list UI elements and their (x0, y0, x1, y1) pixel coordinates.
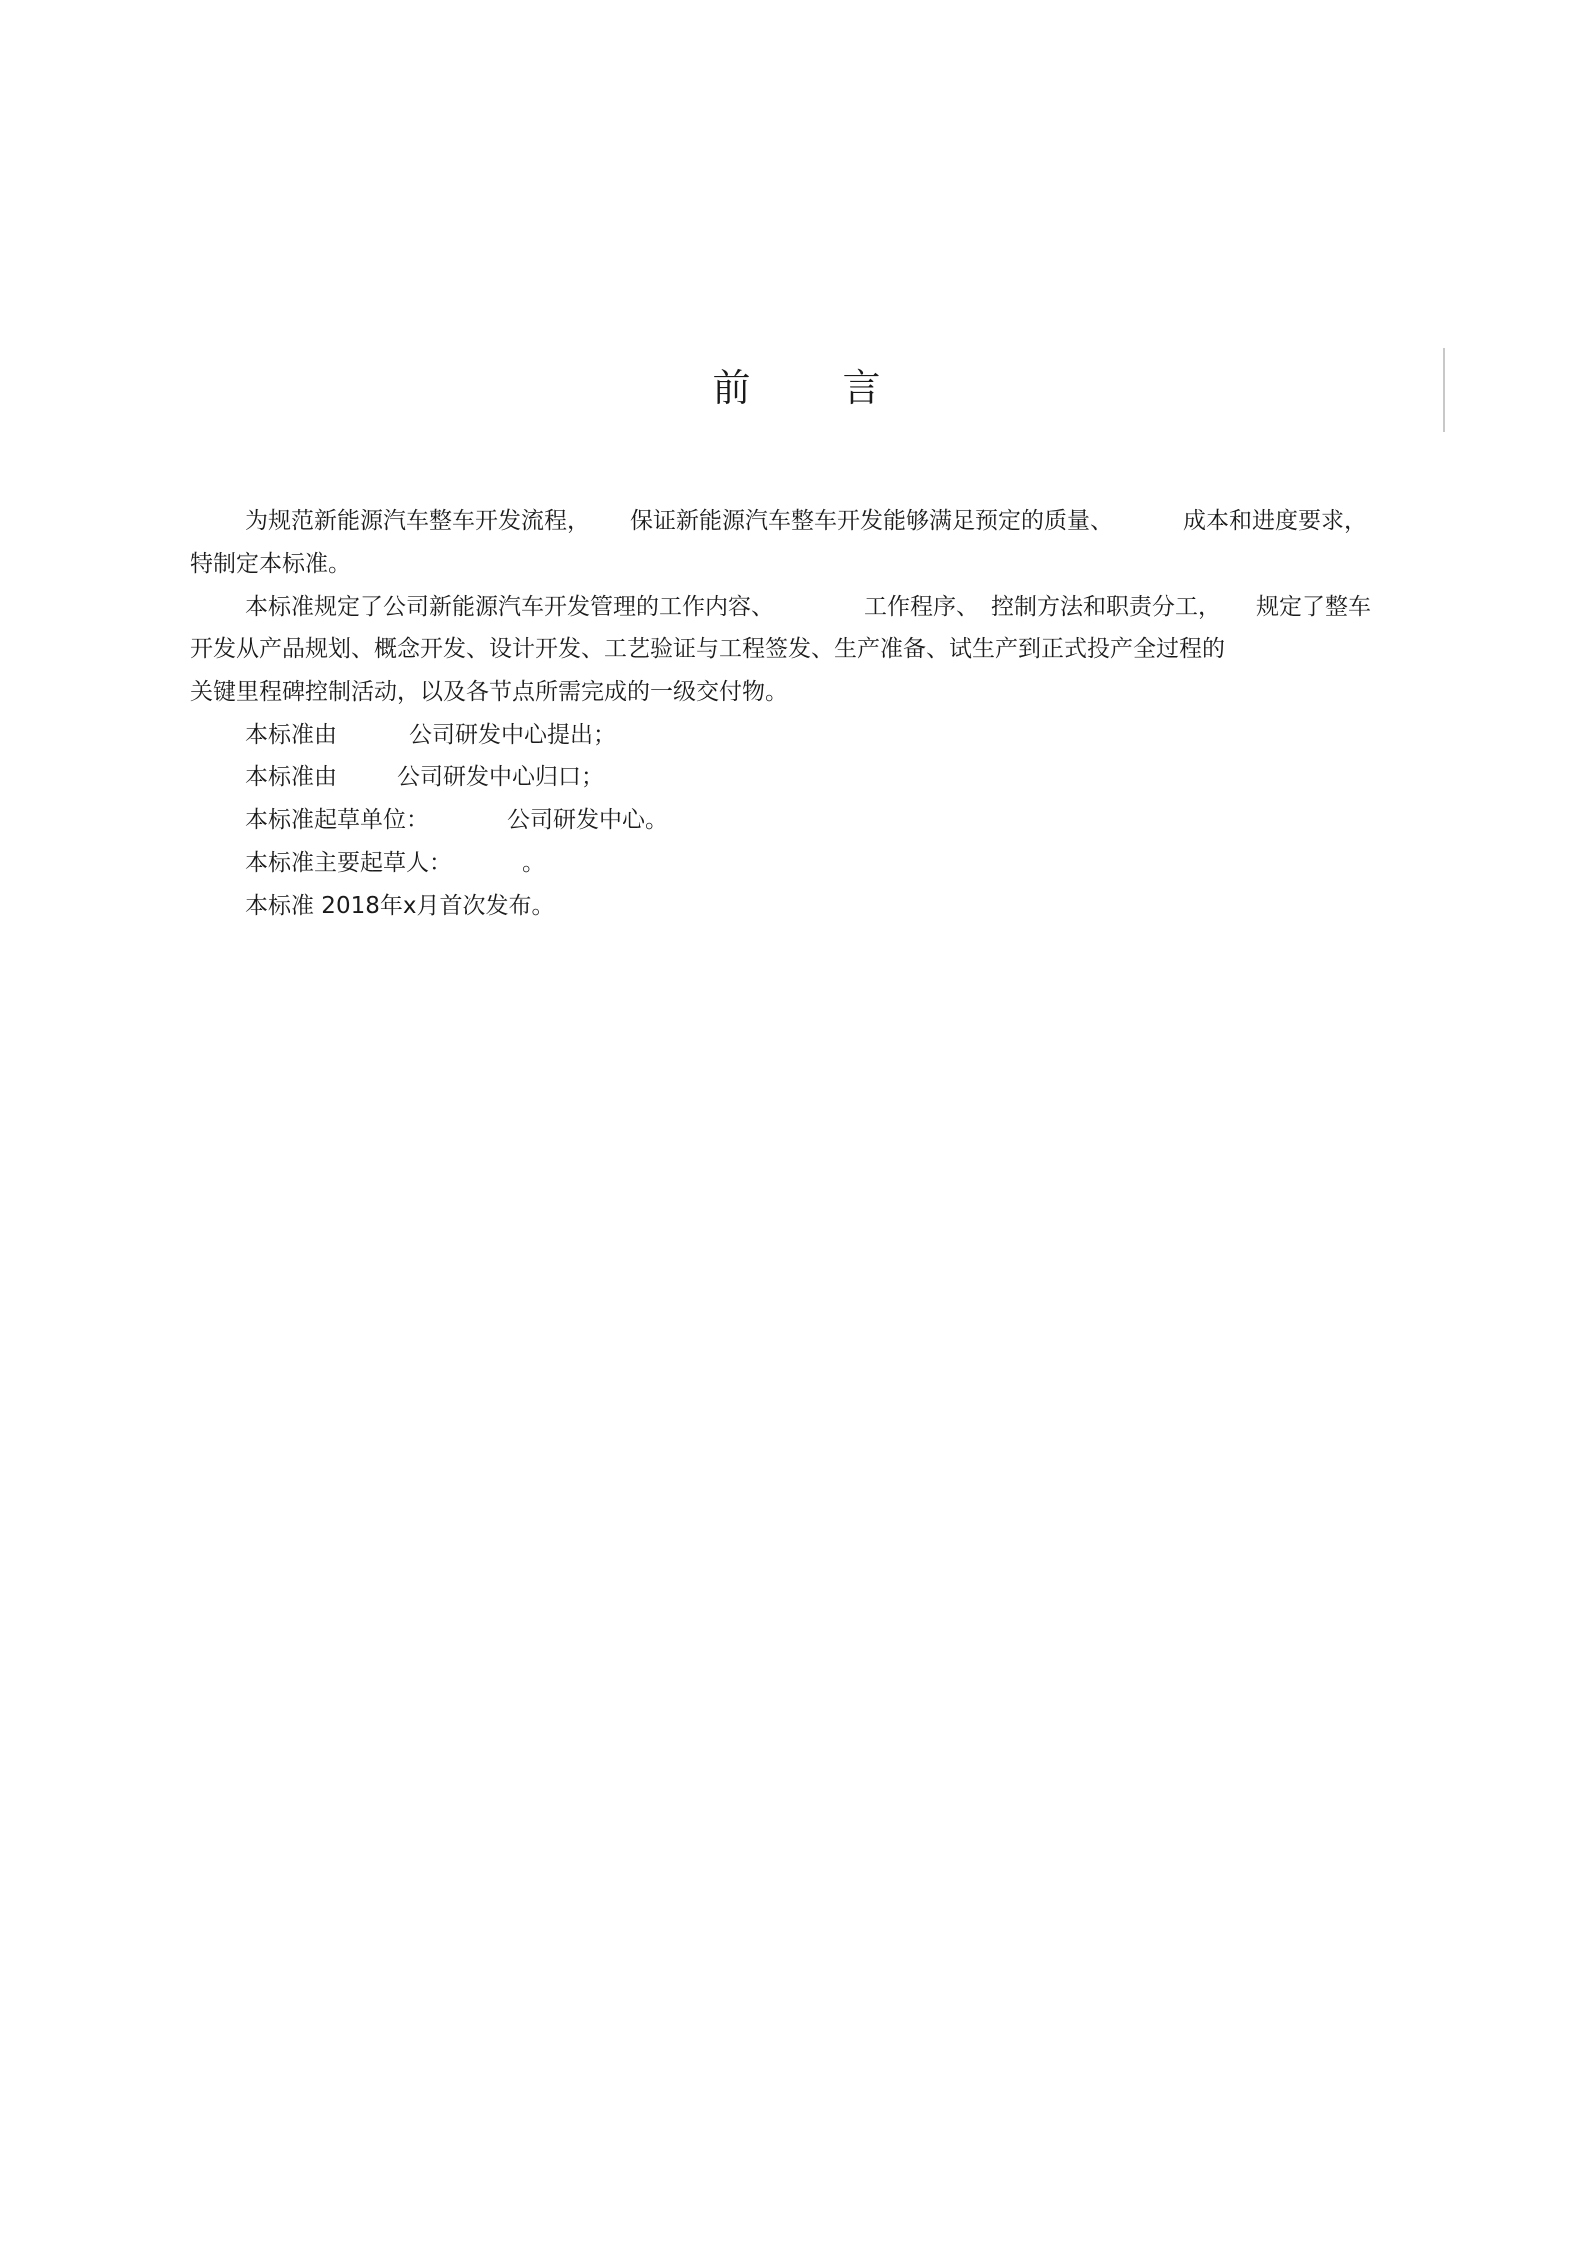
text-run: 本标准主要起草人： (245, 850, 452, 876)
page-title (0, 362, 1593, 414)
text-run: 规定了整车 (1256, 594, 1371, 620)
release-line: 本标准 2018年x月首次发布。 (245, 893, 555, 919)
paragraph-2-line-3: 关键里程碑控制活动，以及各节点所需完成的一级交付物。 (190, 679, 788, 705)
text-run: 本标准起草单位： (245, 807, 429, 833)
text-run: 公司研发中心。 (507, 807, 668, 833)
drafters-line (245, 848, 545, 878)
paragraph-2-line-1 (245, 592, 1371, 622)
paragraph-1-line-1 (245, 506, 1367, 536)
drafting-unit-line (245, 805, 668, 835)
text-run: 本标准由 (245, 764, 337, 790)
paragraph-1-line-2: 特制定本标准。 (190, 551, 351, 577)
title-char-1: 前 (712, 366, 751, 410)
text-run: 本标准规定了公司新能源汽车开发管理的工作内容、 (245, 594, 774, 620)
text-run: 公司研发中心归口； (397, 764, 604, 790)
managed-by-line (245, 762, 604, 792)
text-run: 工作程序、 (864, 594, 979, 620)
text-run: 本标准由 (245, 722, 337, 748)
proposed-by-line (245, 720, 616, 750)
text-run: 。 (522, 850, 545, 876)
text-run: 公司研发中心提出； (409, 722, 616, 748)
text-run: 保证新能源汽车整车开发能够满足预定的质量、 (630, 508, 1113, 534)
text-run: 控制方法和职责分工， (991, 594, 1221, 620)
text-run: 为规范新能源汽车整车开发流程， (245, 508, 590, 534)
paragraph-2-line-2: 开发从产品规划、概念开发、设计开发、工艺验证与工程签发、生产准备、试生产到正式投产全过程的 (190, 636, 1225, 662)
text-run: 成本和进度要求， (1183, 508, 1367, 534)
title-char-2: 言 (842, 366, 881, 410)
